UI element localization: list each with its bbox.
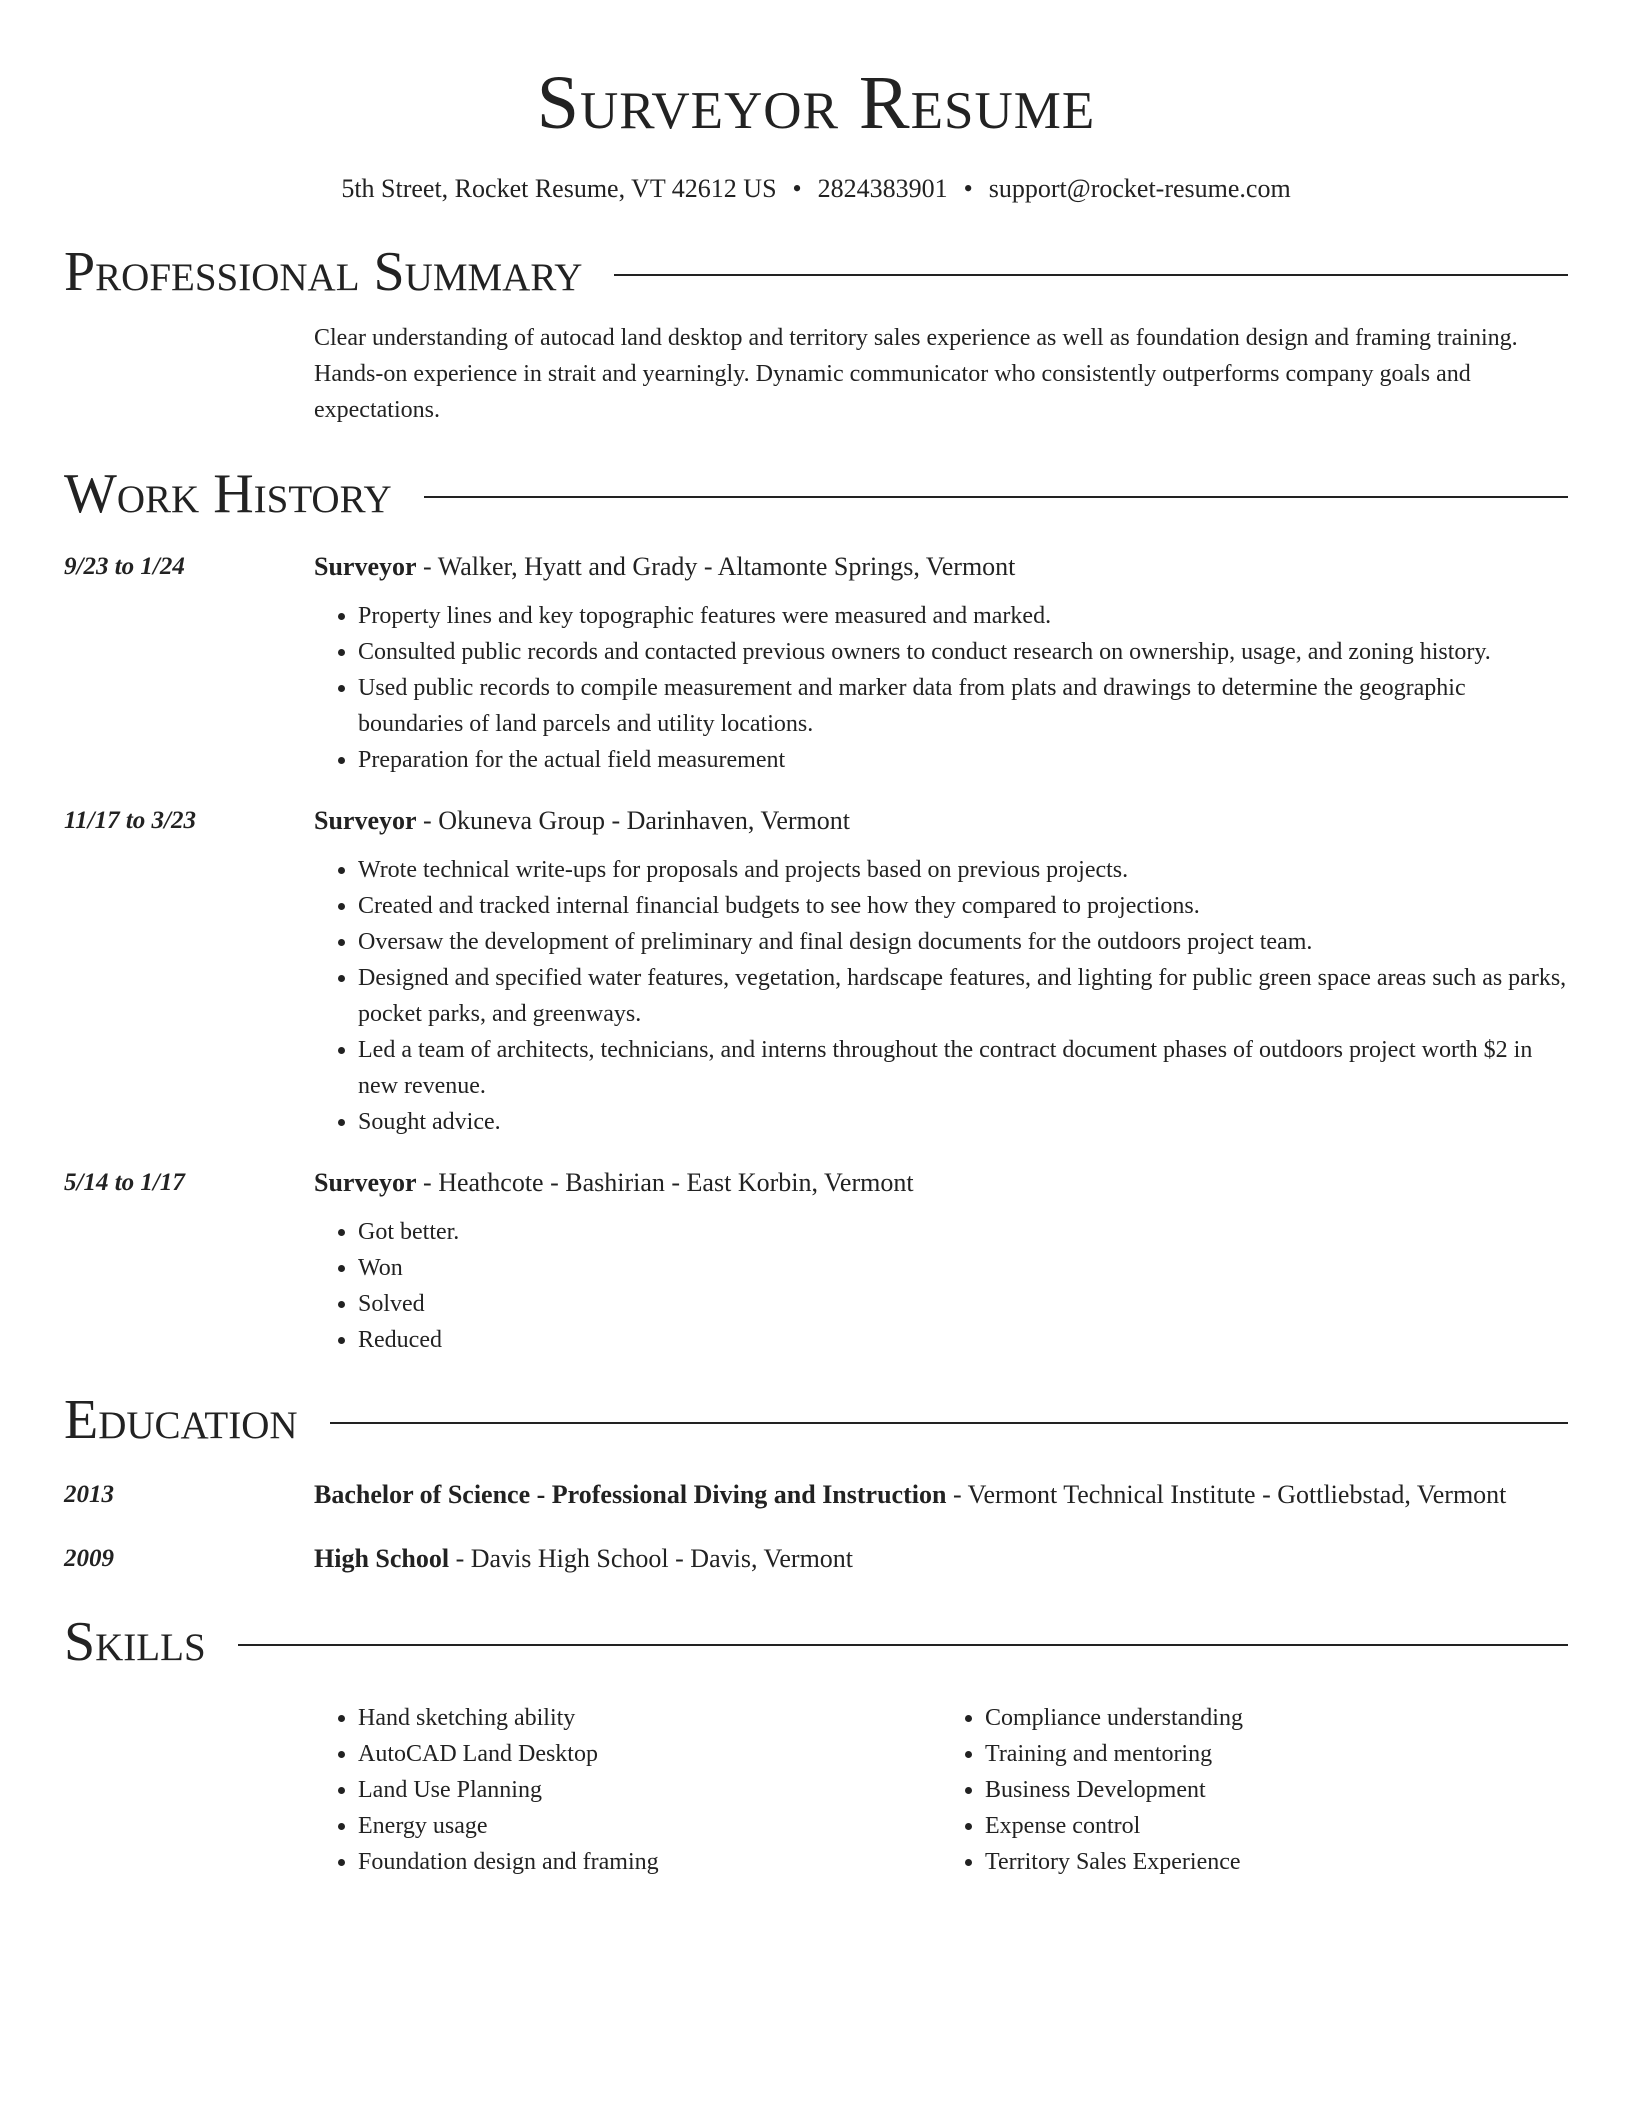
contact-address: 5th Street, Rocket Resume, VT 42612 US [341, 174, 777, 203]
education-degree: High School [314, 1544, 450, 1573]
skill-item: • Compliance understanding [985, 1700, 1568, 1736]
job-bullet: • Led a team of architects, technicians, and interns throughout the contract document phases of outdoors project worth $2 in new revenue. [358, 1032, 1568, 1104]
job-bullet: • Used public records to compile measurement and marker data from plats and drawings to determine the geographic boundaries of land parcels and utility locations. [358, 670, 1568, 742]
job-title: Surveyor [314, 1168, 417, 1197]
section-divider [330, 1422, 1568, 1424]
education-entry [64, 1478, 1568, 1512]
work-history-section-header [64, 458, 1568, 530]
job-dates: 9/23 to 1/24 [64, 553, 185, 580]
skill-item: • Training and mentoring [985, 1736, 1568, 1772]
job-bullet: • Reduced [358, 1322, 1568, 1358]
summary-section-header [64, 236, 1568, 308]
skill-item: • Hand sketching ability [358, 1700, 941, 1736]
job-headline [314, 804, 1568, 838]
job-headline [314, 550, 1568, 584]
education-degree: Bachelor of Science - Professional Diving and Instruction [314, 1480, 947, 1509]
job-bullet: • Solved [358, 1286, 1568, 1322]
job-content [314, 1166, 1568, 1358]
job-bullet: • Wrote technical write-ups for proposals and projects based on previous projects. [358, 852, 1568, 888]
job-bullet: • Got better. [358, 1214, 1568, 1250]
education-content [314, 1478, 1568, 1512]
job-bullet: • Created and tracked internal financial budgets to see how they compared to projections. [358, 888, 1568, 924]
skill-item: • Business Development [985, 1772, 1568, 1808]
job-content [314, 804, 1568, 1140]
education-year: 2013 [64, 1481, 114, 1508]
education-headline [314, 1478, 1568, 1512]
job-bullet: • Oversaw the development of preliminary and final design documents for the outdoors project team. [358, 924, 1568, 960]
education-section-header [64, 1384, 1568, 1456]
job-bullets [314, 598, 1568, 778]
section-divider [614, 274, 1568, 276]
job-bullets [314, 1214, 1568, 1358]
job-employer: - Heathcote - Bashirian - East Korbin, Vermont [416, 1168, 914, 1197]
resume-title: Surveyor Resume [536, 61, 1096, 145]
skill-item: • Land Use Planning [358, 1772, 941, 1808]
education-school: - Vermont Technical Institute - Gottliebstad, Vermont [946, 1480, 1507, 1509]
job-content [314, 550, 1568, 778]
job-dates: 11/17 to 3/23 [64, 807, 196, 834]
education-heading: Education [64, 1389, 298, 1451]
skills-column-left [314, 1700, 941, 1880]
job-employer: - Okuneva Group - Darinhaven, Vermont [416, 806, 851, 835]
job-dates: 5/14 to 1/17 [64, 1169, 185, 1196]
skills-column-right [941, 1700, 1568, 1880]
job-bullets [314, 852, 1568, 1140]
job-title: Surveyor [314, 552, 417, 581]
summary-text: Clear understanding of autocad land desktop and territory sales experience as well as foundation design and framing training. Hands-on experience in strait and yearningly. Dynamic communicator who consistently outperforms company goals and expectations. [314, 325, 1518, 423]
education-school: - Davis High School - Davis, Vermont [449, 1544, 854, 1573]
skill-item: • AutoCAD Land Desktop [358, 1736, 941, 1772]
contact-email: support@rocket-resume.com [988, 174, 1291, 203]
education-list [64, 1478, 1568, 1576]
skill-item: • Territory Sales Experience [985, 1844, 1568, 1880]
job-title: Surveyor [314, 806, 417, 835]
job-bullet: • Consulted public records and contacted previous owners to conduct research on ownership, usage, and zoning history. [358, 634, 1568, 670]
job-employer: - Walker, Hyatt and Grady - Altamonte Springs, Vermont [416, 552, 1016, 581]
contact-separator: • [792, 174, 802, 203]
skills-heading: Skills [64, 1611, 206, 1673]
contact-phone: 2824383901 [817, 174, 948, 203]
summary-heading: Professional Summary [64, 241, 583, 303]
job-bullet: • Sought advice. [358, 1104, 1568, 1140]
job-entry [64, 804, 1568, 1140]
skills-section-header [64, 1606, 1568, 1678]
job-bullet: • Property lines and key topographic features were measured and marked. [358, 598, 1568, 634]
skill-item: • Energy usage [358, 1808, 941, 1844]
job-bullet: • Won [358, 1250, 1568, 1286]
contact-line [64, 172, 1568, 206]
education-entry [64, 1542, 1568, 1576]
skill-item: • Foundation design and framing [358, 1844, 941, 1880]
section-divider [238, 1644, 1568, 1646]
work-history-heading: Work History [64, 463, 392, 525]
education-year: 2009 [64, 1545, 114, 1572]
job-entry [64, 1166, 1568, 1358]
job-bullet: • Designed and specified water features, vegetation, hardscape features, and lighting for public green space areas such as parks, pocket parks, and greenways. [358, 960, 1568, 1032]
contact-separator: • [963, 174, 973, 203]
education-content [314, 1542, 1568, 1576]
skills-grid [314, 1700, 1568, 1880]
job-entry [64, 550, 1568, 778]
section-divider [424, 496, 1568, 498]
job-headline [314, 1166, 1568, 1200]
job-bullet: • Preparation for the actual field measurement [358, 742, 1568, 778]
skill-item: • Expense control [985, 1808, 1568, 1844]
education-headline [314, 1542, 1568, 1576]
work-history-list [64, 550, 1568, 1358]
